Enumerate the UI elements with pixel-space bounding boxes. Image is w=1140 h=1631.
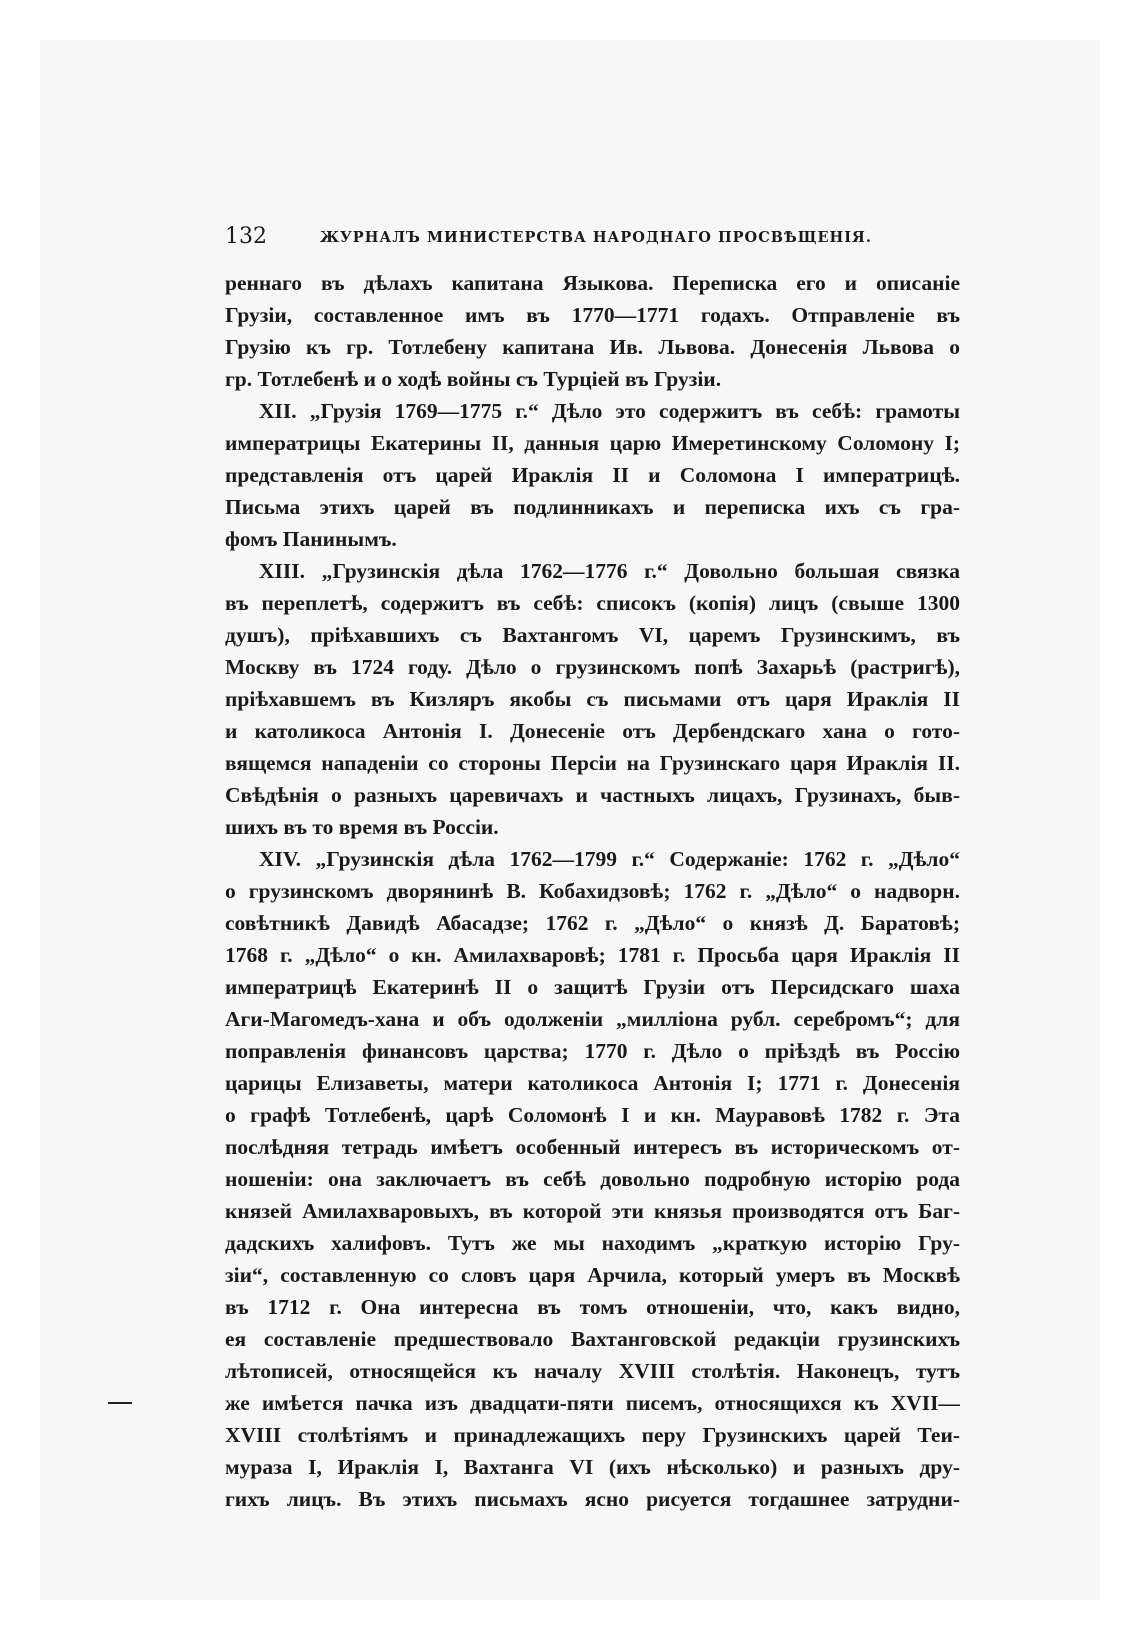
text-line: о грузинскомъ дворянинѣ В. Кобахидзовѣ; 1762 г. „Дѣло“ о надворн. bbox=[225, 879, 960, 903]
text-line: вящемся нападеніи со стороны Персіи на Грузинскаго царя Ираклія II. bbox=[225, 751, 960, 775]
text-line: Письма этихъ царей въ подлинникахъ и переписка ихъ съ гра- bbox=[225, 495, 960, 519]
text-line: Грузіи, составленное имъ въ 1770—1771 годахъ. Отправленіе въ bbox=[225, 303, 960, 327]
text-line: мураза I, Ираклія I, Вахтанга VI (ихъ нѣсколько) и разныхъ дру- bbox=[225, 1455, 960, 1479]
text-line: князей Амилахваровыхъ, въ которой эти князья производятся отъ Баг- bbox=[225, 1199, 960, 1223]
paragraph-start-xii: XII. „Грузія 1769—1775 г.“ Дѣло это содержитъ въ себѣ: грамоты bbox=[259, 399, 960, 423]
text-line: о графѣ Тотлебенѣ, царѣ Соломонѣ I и кн. Мауравовѣ 1782 г. Эта bbox=[225, 1103, 960, 1127]
text-line: шихъ въ то время въ Россіи. bbox=[225, 815, 499, 839]
text-line: 1768 г. „Дѣло“ о кн. Амилахваровѣ; 1781 г. Просьба царя Ираклія II bbox=[225, 943, 960, 967]
text-line: реннаго въ дѣлахъ капитана Языкова. Переписка его и описаніе bbox=[225, 271, 960, 295]
text-line: дадскихъ халифовъ. Тутъ же мы находимъ „краткую исторію Гру- bbox=[225, 1231, 960, 1255]
text-line: и католикоса Антонія I. Донесеніе отъ Дербендскаго хана о гото- bbox=[225, 719, 960, 743]
text-line: же имѣется пачка изъ двадцати-пяти писемъ, относящихся къ XVII— bbox=[225, 1391, 960, 1415]
text-line: душъ), пріѣхавшихъ съ Вахтангомъ VI, царемъ Грузинскимъ, въ bbox=[225, 623, 960, 647]
page-number: 132 bbox=[225, 224, 267, 249]
text-line: Грузію къ гр. Тотлебену капитана Ив. Львова. Донесенія Львова о bbox=[225, 335, 960, 359]
text-line: лѣтописей, относящейся къ началу XVIII столѣтія. Наконецъ, тутъ bbox=[225, 1359, 960, 1383]
text-line: фомъ Панинымъ. bbox=[225, 527, 397, 551]
text-line: ношеніи: она заключаетъ въ себѣ довольно подробную исторію рода bbox=[225, 1167, 960, 1191]
margin-dash-mark bbox=[108, 1402, 132, 1404]
text-line: въ 1712 г. Она интересна въ томъ отношеніи, что, какъ видно, bbox=[225, 1295, 960, 1319]
body-text bbox=[225, 267, 960, 1515]
text-line: Аги-Магомедъ-хана и объ одолженіи „милліона рубл. серебромъ“; для bbox=[225, 1007, 960, 1031]
text-line: Москву въ 1724 году. Дѣло о грузинскомъ попѣ Захарьѣ (растригѣ), bbox=[225, 655, 960, 679]
text-line: представленія отъ царей Ираклія II и Соломона I императрицѣ. bbox=[225, 463, 960, 487]
text-line: поправленія финансовъ царства; 1770 г. Дѣло о пріѣздѣ въ Россію bbox=[225, 1039, 960, 1063]
text-line: царицы Елизаветы, матери католикоса Антонія I; 1771 г. Донесенія bbox=[225, 1071, 960, 1095]
text-line: зіи“, составленную со словъ царя Арчила, который умеръ въ Москвѣ bbox=[225, 1263, 960, 1287]
text-line: въ переплетѣ, содержитъ въ себѣ: списокъ (копія) лицъ (свыше 1300 bbox=[225, 591, 960, 615]
text-line: совѣтникѣ Давидѣ Абасадзе; 1762 г. „Дѣло“ о князѣ Д. Баратовѣ; bbox=[225, 911, 960, 935]
text-line: императрицы Екатерины II, данныя царю Имеретинскому Соломону I; bbox=[225, 431, 960, 455]
paragraph-start-xiii: XIII. „Грузинскія дѣла 1762—1776 г.“ Довольно большая связка bbox=[259, 559, 960, 583]
text-line: гихъ лицъ. Въ этихъ письмахъ ясно рисуется тогдашнее затрудни- bbox=[225, 1487, 960, 1511]
text-line: XVIII столѣтіямъ и принадлежащихъ перу Грузинскихъ царей Теи- bbox=[225, 1423, 960, 1447]
text-line: послѣдняя тетрадь имѣетъ особенный интересъ въ историческомъ от- bbox=[225, 1135, 960, 1159]
text-line: гр. Тотлебенѣ и о ходѣ войны съ Турціей въ Грузіи. bbox=[225, 367, 722, 391]
paragraph-start-xiv: XIV. „Грузинскія дѣла 1762—1799 г.“ Содержаніе: 1762 г. „Дѣло“ bbox=[259, 847, 960, 871]
page-header bbox=[225, 222, 955, 252]
text-line: Свѣдѣнія о разныхъ царевичахъ и частныхъ лицахъ, Грузинахъ, быв- bbox=[225, 783, 960, 807]
text-line: ея составленіе предшествовало Вахтанговской редакціи грузинскихъ bbox=[225, 1327, 960, 1351]
running-title: ЖУРНАЛЪ МИНИСТЕРСТВА НАРОДНАГО ПРОСВѢЩЕНІЯ. bbox=[320, 229, 872, 246]
text-line: пріѣхавшемъ въ Кизляръ якобы съ письмами отъ царя Ираклія II bbox=[225, 687, 960, 711]
text-line: императрицѣ Екатеринѣ II о защитѣ Грузіи отъ Персидскаго шаха bbox=[225, 975, 960, 999]
